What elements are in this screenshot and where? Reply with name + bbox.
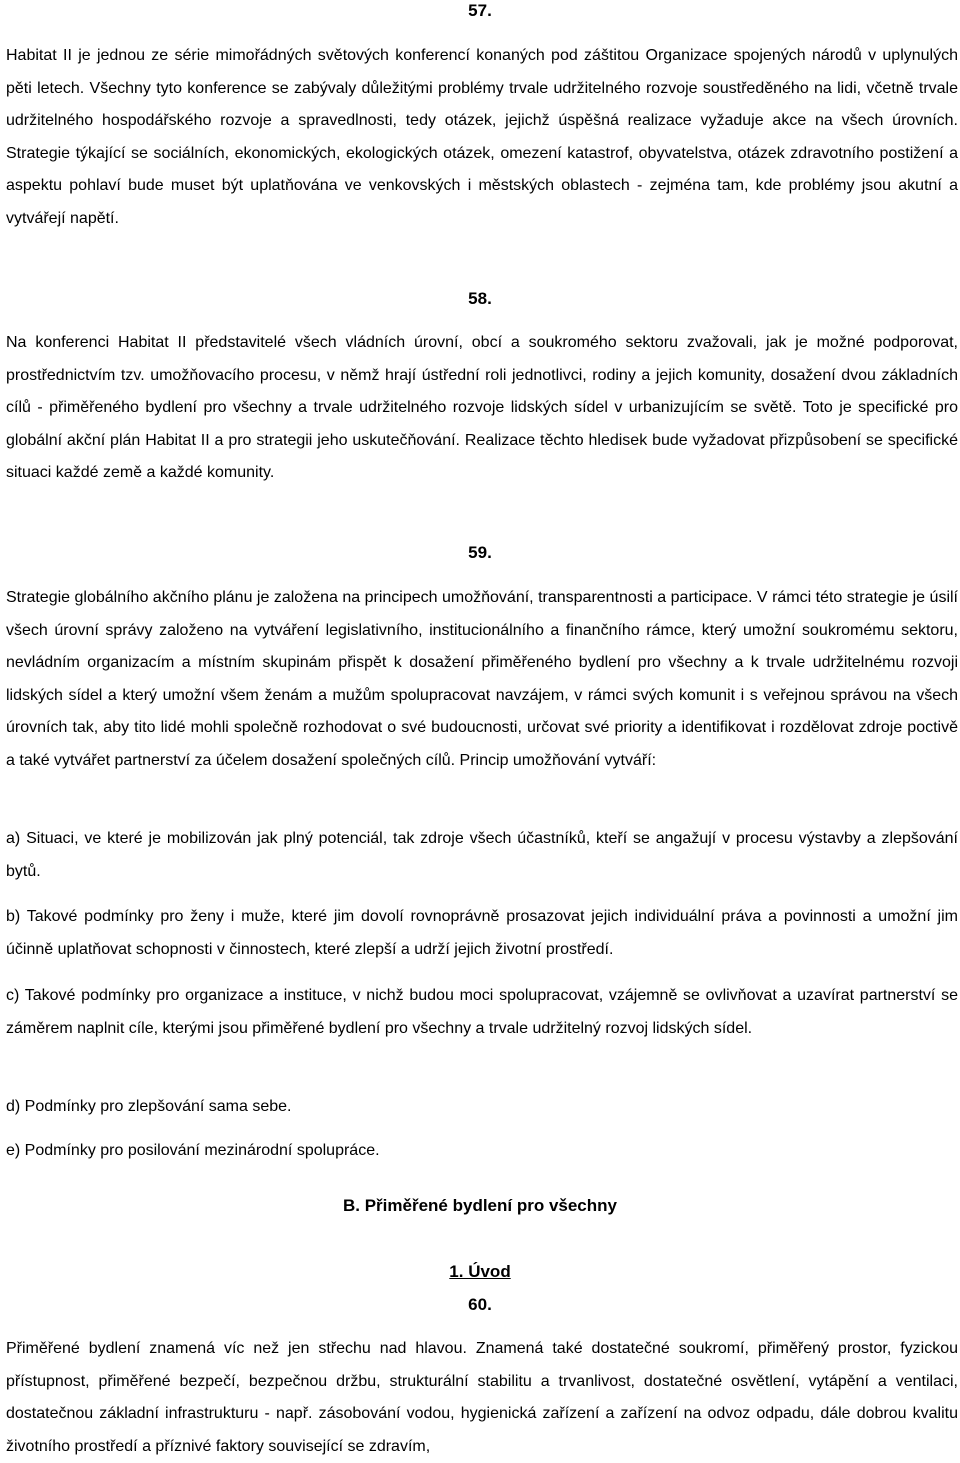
section-number-58: 58. [468, 289, 492, 308]
subheading [0, 1262, 960, 1282]
section-number-59: 59. [468, 543, 492, 562]
paragraph-58: Na konferenci Habitat II představitelé všech vládních úrovní, obcí a soukromého sektoru zvažovali, jak je možné podporovat, prostřednictvím tzv. umožňovacího procesu, v němž hrají ústřední roli jednotlivci, rodiny a jejich komunity, dosažení dvou základních cílů - přiměřeného bydlení pro všechny a trvale udržitelného rozvoje lidských sídel v urbanizujícím se světě. Toto je specifické pro globální akční plán Habitat II a pro strategii jeho uskutečňování. Realizace těchto hledisek bude vyžadovat přizpůsobení se specifické situaci každé země a každé komunity. [6, 334, 958, 482]
section-number-57: 57. [468, 1, 492, 20]
paragraph-60: Přiměřené bydlení znamená víc než jen střechu nad hlavou. Znamená také dostatečné soukromí, přiměřený prostor, fyzickou přístupnost, přiměřené bezpečí, bezpečnou držbu, strukturální stabilitu a trvanlivost, dostatečné osvětlení, vytápění a ventilaci, dostatečnou základní infrastrukturu - např. zásobování vodou, hygienická zařízení a zařízení na odvoz odpadu, dále dobrou kvalitu životního prostředí a příznivé faktory související se zdravím, [6, 1340, 958, 1455]
list-item-d: d) Podmínky pro zlepšování sama sebe. [6, 1098, 292, 1115]
paragraph-59: Strategie globálního akčního plánu je založena na principech umožňování, transparentnosti a participace. V rámci této strategie je úsilí všech úrovní správy založeno na vytváření legislativního, institucionálního a finančního rámce, který umožní soukromému sektoru, nevládním organizacím a místním skupinám přispět k dosažení přiměřeného bydlení pro všechny a k trvale udržitelnému rozvoji lidských sídel a který umožní všem ženám a mužům spolupracovat navzájem, v rámci svých komunit i s veřejnou správou na všech úrovních tak, aby tito lidé mohli společně rozhodovat o své budoucnosti, určovat své priority a identifikovat i rozdělovat zdroje poctivě a také vytvářet partnerství za účelem dosažení společných cílů. Princip umožňování vytváří: [6, 589, 958, 769]
part-heading: B. Přiměřené bydlení pro všechny [343, 1196, 617, 1215]
list-item-b: b) Takové podmínky pro ženy i muže, které jim dovolí rovnoprávně prosazovat jejich individuální práva a povinnosti a umožní jim účinně uplatňovat schopnosti v činnostech, které zlepší a udrží jejich životní prostředí. [6, 908, 958, 958]
list-item-c: c) Takové podmínky pro organizace a instituce, v nichž budou moci spolupracovat, vzájemně se ovlivňovat a uzavírat partnerství se záměrem naplnit cíle, kterými jsou přiměřené bydlení pro všechny a trvale udržitelný rozvoj lidských sídel. [6, 987, 958, 1037]
paragraph-57: Habitat II je jednou ze série mimořádných světových konferencí konaných pod záštitou Organizace spojených národů v uplynulých pěti letech. Všechny tyto konference se zabývaly důležitými problémy trvale udržitelného rozvoje soustředěného na lidi, včetně trvale udržitelného hospodářského rozvoje a spravedlnosti, tedy otázek, jejichž úspěšná realizace vyžaduje akce na všech úrovních. Strategie týkající se sociálních, ekonomických, ekologických otázek, omezení katastrof, obyvatelstva, otázek zdravotního postižení a aspektu pohlaví bude muset být uplatňována ve venkovských i městských oblastech - zejména tam, kde problémy jsou akutní a vytvářejí napětí. [6, 47, 958, 227]
list-item-a: a) Situaci, ve které je mobilizován jak plný potenciál, tak zdroje všech účastníků, kteří se angažují v procesu výstavby a zlepšování bytů. [6, 830, 958, 880]
list-item-e: e) Podmínky pro posilování mezinárodní spolupráce. [6, 1142, 380, 1159]
section-number-60: 60. [468, 1295, 492, 1314]
subheading-text: 1. Úvod [449, 1262, 511, 1281]
